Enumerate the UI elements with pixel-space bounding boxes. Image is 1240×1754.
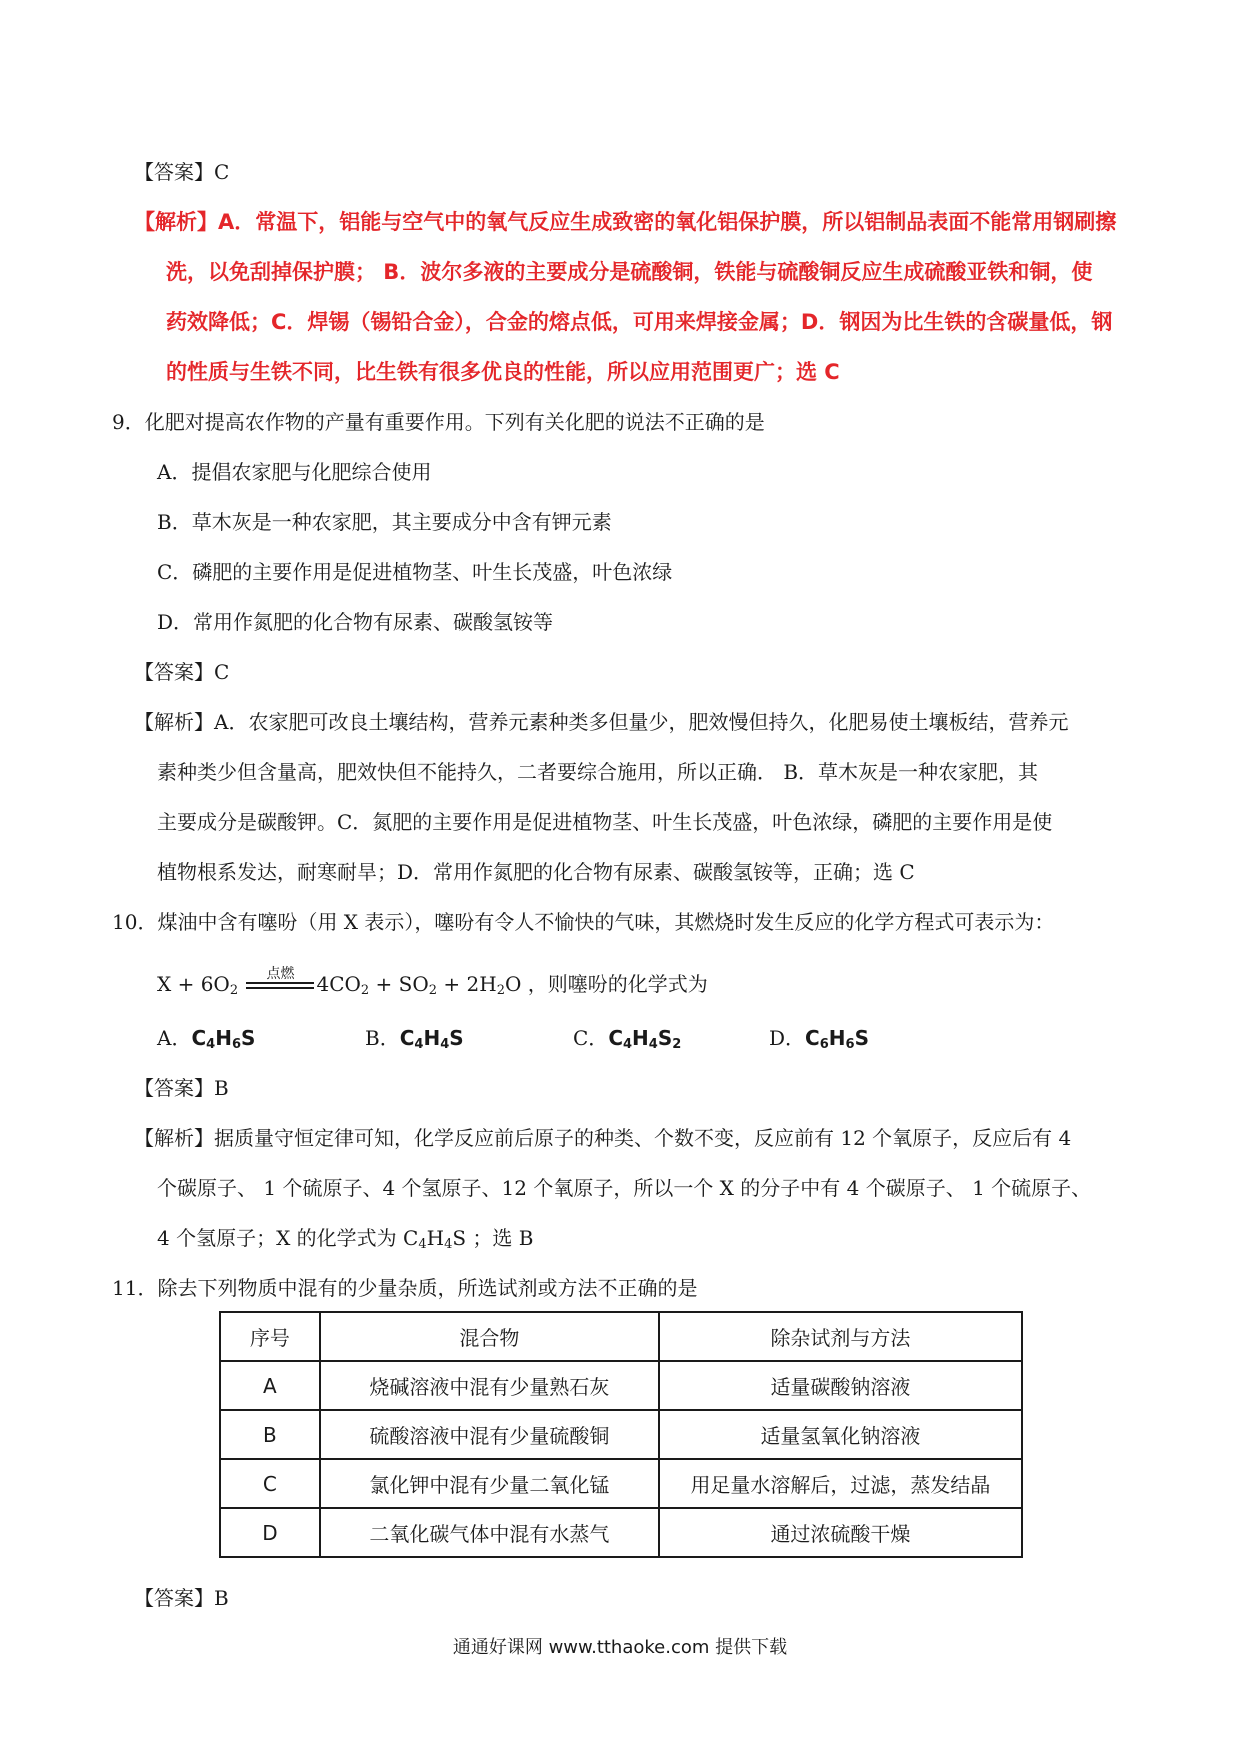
col-header-mixture: 混合物	[320, 1312, 659, 1361]
q9-option-c: C．磷肥的主要作用是促进植物茎、叶生长茂盛，叶色浓绿	[157, 560, 673, 584]
col-header-method: 除杂试剂与方法	[659, 1312, 1022, 1361]
q8-answer: 【答案】C	[134, 160, 230, 184]
q8-analysis-line-4: 的性质与生铁不同，比生铁有很多优良的性能，所以应用范围更广；选 C	[166, 360, 840, 384]
reaction-arrow	[246, 966, 314, 989]
q11-stem: 11．除去下列物质中混有的少量杂质，所选试剂或方法不正确的是	[112, 1276, 698, 1300]
reaction-condition: 点燃	[266, 966, 295, 982]
cell-mixture: 烧碱溶液中混有少量熟石灰	[320, 1361, 659, 1410]
cell-method: 通过浓硫酸干燥	[659, 1508, 1022, 1557]
cell-mixture: 二氧化碳气体中混有水蒸气	[320, 1508, 659, 1557]
q8-analysis-line-2: 洗，以免刮掉保护膜； B．波尔多液的主要成分是硫酸铜，铁能与硫酸铜反应生成硫酸亚铁和铜，使	[166, 260, 1093, 284]
q9-option-b: B．草木灰是一种农家肥，其主要成分中含有钾元素	[157, 510, 612, 534]
q10-analysis-line-2: 个碳原子、 1 个硫原子、4 个氢原子、12 个氧原子，所以一个 X 的分子中有 4 个碳原子、 1 个硫原子、	[157, 1176, 1092, 1200]
cell-method: 用足量水溶解后，过滤，蒸发结晶	[659, 1459, 1022, 1508]
q11-answer: 【答案】B	[134, 1586, 229, 1610]
q9-answer: 【答案】C	[134, 660, 230, 684]
q10-analysis-line-3: 4 个氢原子；X 的化学式为 $C_4H_4S$ ；选 B	[157, 1226, 534, 1252]
col-header-index: 序号	[220, 1312, 320, 1361]
q9-analysis-line-2: 素种类少但含量高，肥效快但不能持久，二者要综合施用，所以正确． B．草木灰是一种农家肥，其	[157, 760, 1039, 784]
q10-stem: 10．煤油中含有噻吩（用 X 表示），噻吩有令人不愉快的气味，其燃烧时发生反应的化学方程式可表示为：	[112, 910, 1055, 934]
table-row	[220, 1459, 1022, 1508]
q11-table	[219, 1311, 1023, 1558]
q9-analysis-line-1: 【解析】A．农家肥可改良土壤结构，营养元素种类多但量少，肥效慢但持久，化肥易使土壤板结，营养元	[134, 710, 1069, 734]
cell-index: A	[220, 1361, 320, 1410]
q8-analysis-line-3: 药效降低；C．焊锡（锡铅合金），合金的熔点低，可用来焊接金属；D．钢因为比生铁的含碳量低，钢	[166, 310, 1113, 334]
q10-option-b: B．$C_4H_4S$	[365, 1026, 464, 1052]
cell-mixture: 硫酸溶液中混有少量硫酸铜	[320, 1410, 659, 1459]
cell-index: B	[220, 1410, 320, 1459]
table-row	[220, 1361, 1022, 1410]
table-row	[220, 1410, 1022, 1459]
q9-analysis-line-4: 植物根系发达，耐寒耐旱；D．常用作氮肥的化合物有尿素、碳酸氢铵等，正确；选 C	[157, 860, 915, 884]
cell-index: C	[220, 1459, 320, 1508]
q10-option-d: D．$C_6H_6S$	[769, 1026, 869, 1052]
q8-analysis-line-1: 【解析】A．常温下，铝能与空气中的氧气反应生成致密的氧化铝保护膜，所以铝制品表面不能常用钢刷擦	[134, 210, 1117, 234]
q9-option-a: A．提倡农家肥与化肥综合使用	[157, 460, 432, 484]
q8-analysis-label: 【解析】	[134, 210, 218, 234]
q9-option-d: D．常用作氮肥的化合物有尿素、碳酸氢铵等	[157, 610, 554, 634]
q10-analysis-label: 【解析】	[134, 1126, 214, 1150]
q9-stem: 9．化肥对提高农作物的产量有重要作用。下列有关化肥的说法不正确的是	[112, 410, 765, 434]
page-footer: 通通好课网 www.tthaoke.com 提供下载	[452, 1637, 788, 1658]
q10-option-c: C．$C_4H_4S_2$	[573, 1026, 682, 1052]
table-row	[220, 1508, 1022, 1557]
cell-mixture: 氯化钾中混有少量二氧化锰	[320, 1459, 659, 1508]
q10-equation: $X + 6O_2$ 点燃 $4CO_2 + SO_2 + 2H_2O$ ，则噻吩的化学式为	[157, 970, 708, 998]
cell-index: D	[220, 1508, 320, 1557]
q9-analysis-line-3: 主要成分是碳酸钾。C．氮肥的主要作用是促进植物茎、叶生长茂盛，叶色浓绿，磷肥的主要作用是使	[157, 810, 1053, 834]
table-header-row	[220, 1312, 1022, 1361]
cell-method: 适量碳酸钠溶液	[659, 1361, 1022, 1410]
q10-analysis-line-1: 【解析】据质量守恒定律可知，化学反应前后原子的种类、个数不变，反应前有 12 个氧原子，反应后有 4	[134, 1126, 1072, 1150]
q9-analysis-label: 【解析】	[134, 710, 214, 734]
q10-option-a: A．$C_4H_6S$	[157, 1026, 256, 1052]
cell-method: 适量氢氧化钠溶液	[659, 1410, 1022, 1459]
q10-answer: 【答案】B	[134, 1076, 229, 1100]
